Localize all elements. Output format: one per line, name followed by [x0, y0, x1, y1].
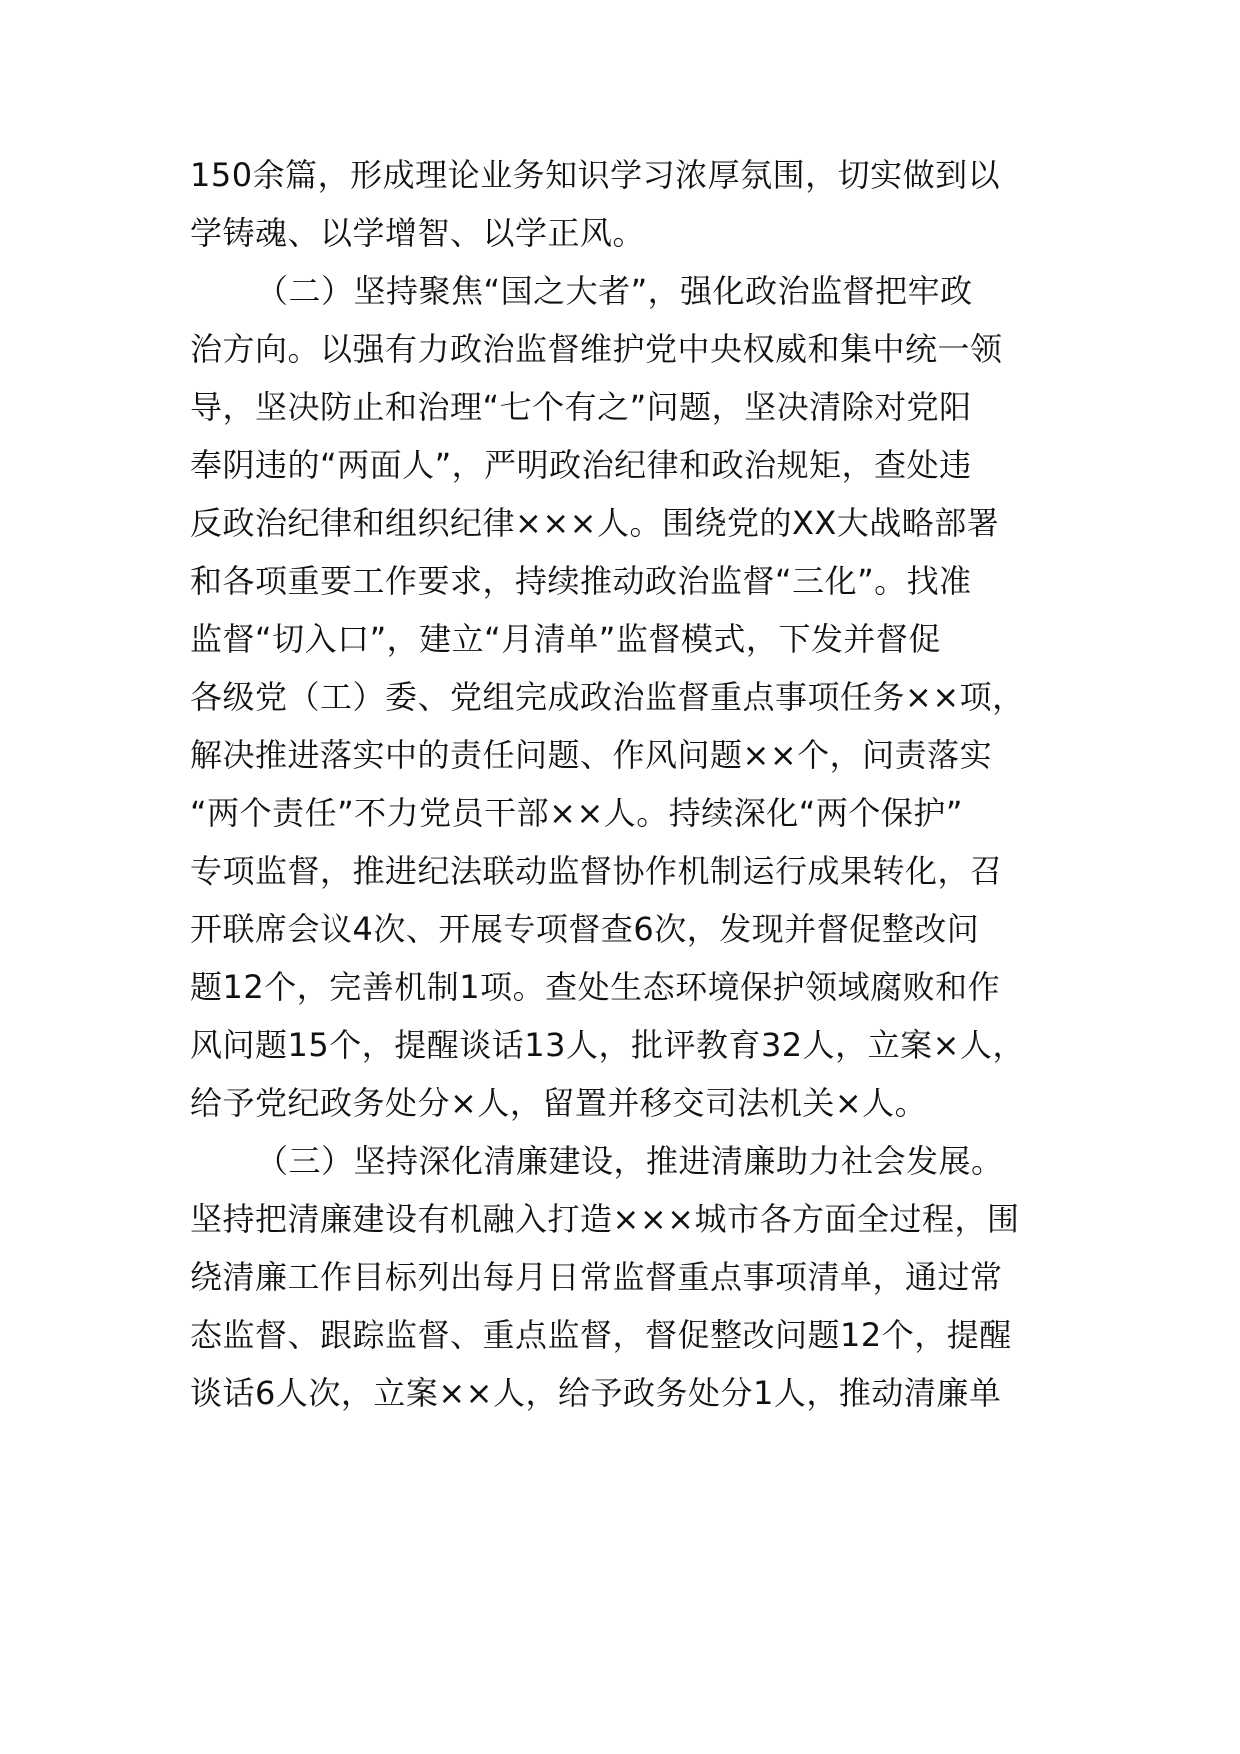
body-text-line: 学铸魂、以学增智、以学正风。 — [190, 214, 646, 252]
body-text-line: 给予党纪政务处分×人，留置并移交司法机关×人。 — [190, 1084, 928, 1122]
body-text-line: 风问题15个，提醒谈话13人，批评教育32人，立案×人， — [190, 1026, 1025, 1064]
body-text-line: 开联席会议4次、开展专项督查6次，发现并督促整改问 — [190, 910, 980, 948]
body-text-line: 专项监督，推进纪法联动监督协作机制运行成果转化，召 — [190, 852, 1003, 890]
body-text-line: 150余篇，形成理论业务知识学习浓厚氛围，切实做到以 — [190, 156, 1001, 194]
body-text-line: 坚持把清廉建设有机融入打造×××城市各方面全过程，围 — [190, 1200, 1020, 1238]
section-heading-3: （三）坚持深化清廉建设，推进清廉助力社会发展。 — [256, 1142, 1004, 1180]
body-text-line: 态监督、跟踪监督、重点监督，督促整改问题12个，提醒 — [190, 1316, 1012, 1354]
body-text-line: 导，坚决防止和治理“七个有之”问题，坚决清除对党阳 — [190, 388, 972, 426]
section-heading-2: （二）坚持聚焦“国之大者”，强化政治监督把牢政 — [256, 272, 973, 310]
body-text-line: “两个责任”不力党员干部××人。持续深化“两个保护” — [190, 794, 963, 832]
body-text-line: 绕清廉工作目标列出每月日常监督重点事项清单，通过常 — [190, 1258, 1003, 1296]
body-text-line: 题12个，完善机制1项。查处生态环境保护领域腐败和作 — [190, 968, 1001, 1006]
body-text-line: 各级党（工）委、党组完成政治监督重点事项任务××项， — [190, 678, 1025, 716]
body-text-line: 和各项重要工作要求，持续推动政治监督“三化”。找准 — [190, 562, 972, 600]
body-text-line: 监督“切入口”，建立“月清单”监督模式，下发并督促 — [190, 620, 941, 658]
body-text-line: 谈话6人次，立案××人，给予政务处分1人，推动清廉单 — [190, 1374, 1002, 1412]
body-text-line: 解决推进落实中的责任问题、作风问题××个，问责落实 — [190, 736, 993, 774]
body-text-line: 反政治纪律和组织纪律×××人。围绕党的XX大战略部署 — [190, 504, 1000, 542]
body-text-line: 治方向。以强有力政治监督维护党中央权威和集中统一领 — [190, 330, 1003, 368]
body-text-line: 奉阴违的“两面人”，严明政治纪律和政治规矩，查处违 — [190, 446, 972, 484]
